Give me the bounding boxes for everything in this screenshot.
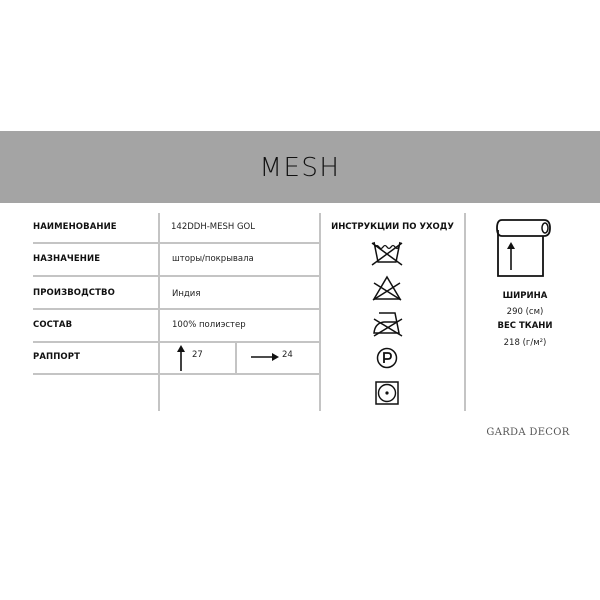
arrow-up-icon <box>176 345 186 371</box>
brand-name: GARDA DECOR <box>486 427 570 438</box>
fabric-roll-icon <box>494 216 552 280</box>
tumble-dry-icon <box>375 381 399 405</box>
value-composition: 100% полиэстер <box>172 320 246 330</box>
weight-label: ВЕС ТКАНИ <box>497 321 553 331</box>
row-divider <box>33 275 320 277</box>
value-name: 142DDH-MESH GOL <box>171 222 255 232</box>
width-label: ШИРИНА <box>502 291 548 301</box>
weight-value: 218 (г/м²) <box>503 338 547 348</box>
rapport-divider <box>235 341 237 374</box>
row-divider <box>33 308 320 310</box>
rapport-horizontal-value: 24 <box>282 350 293 360</box>
value-purpose: шторы/покрывала <box>172 254 254 264</box>
row-divider <box>33 242 320 244</box>
arrow-right-icon <box>251 352 279 362</box>
label-name: НАИМЕНОВАНИЕ <box>33 222 117 232</box>
row-divider <box>33 341 320 343</box>
care-instructions-title: ИНСТРУКЦИИ ПО УХОДУ <box>331 222 454 232</box>
row-divider <box>33 373 320 375</box>
do-not-wash-icon <box>370 238 404 266</box>
label-composition: СОСТАВ <box>33 320 73 330</box>
width-value: 290 (см) <box>506 307 544 317</box>
label-purpose: НАЗНАЧЕНИЕ <box>33 254 101 264</box>
label-rapport: РАППОРТ <box>33 352 80 362</box>
do-not-bleach-icon <box>371 274 403 302</box>
label-origin: ПРОИЗВОДСТВО <box>33 288 115 298</box>
value-origin: Индия <box>172 289 201 299</box>
professional-dry-clean-p-icon <box>376 347 398 369</box>
do-not-iron-icon <box>371 310 404 338</box>
rapport-vertical-value: 27 <box>192 350 203 360</box>
product-title: MESH <box>259 153 341 183</box>
